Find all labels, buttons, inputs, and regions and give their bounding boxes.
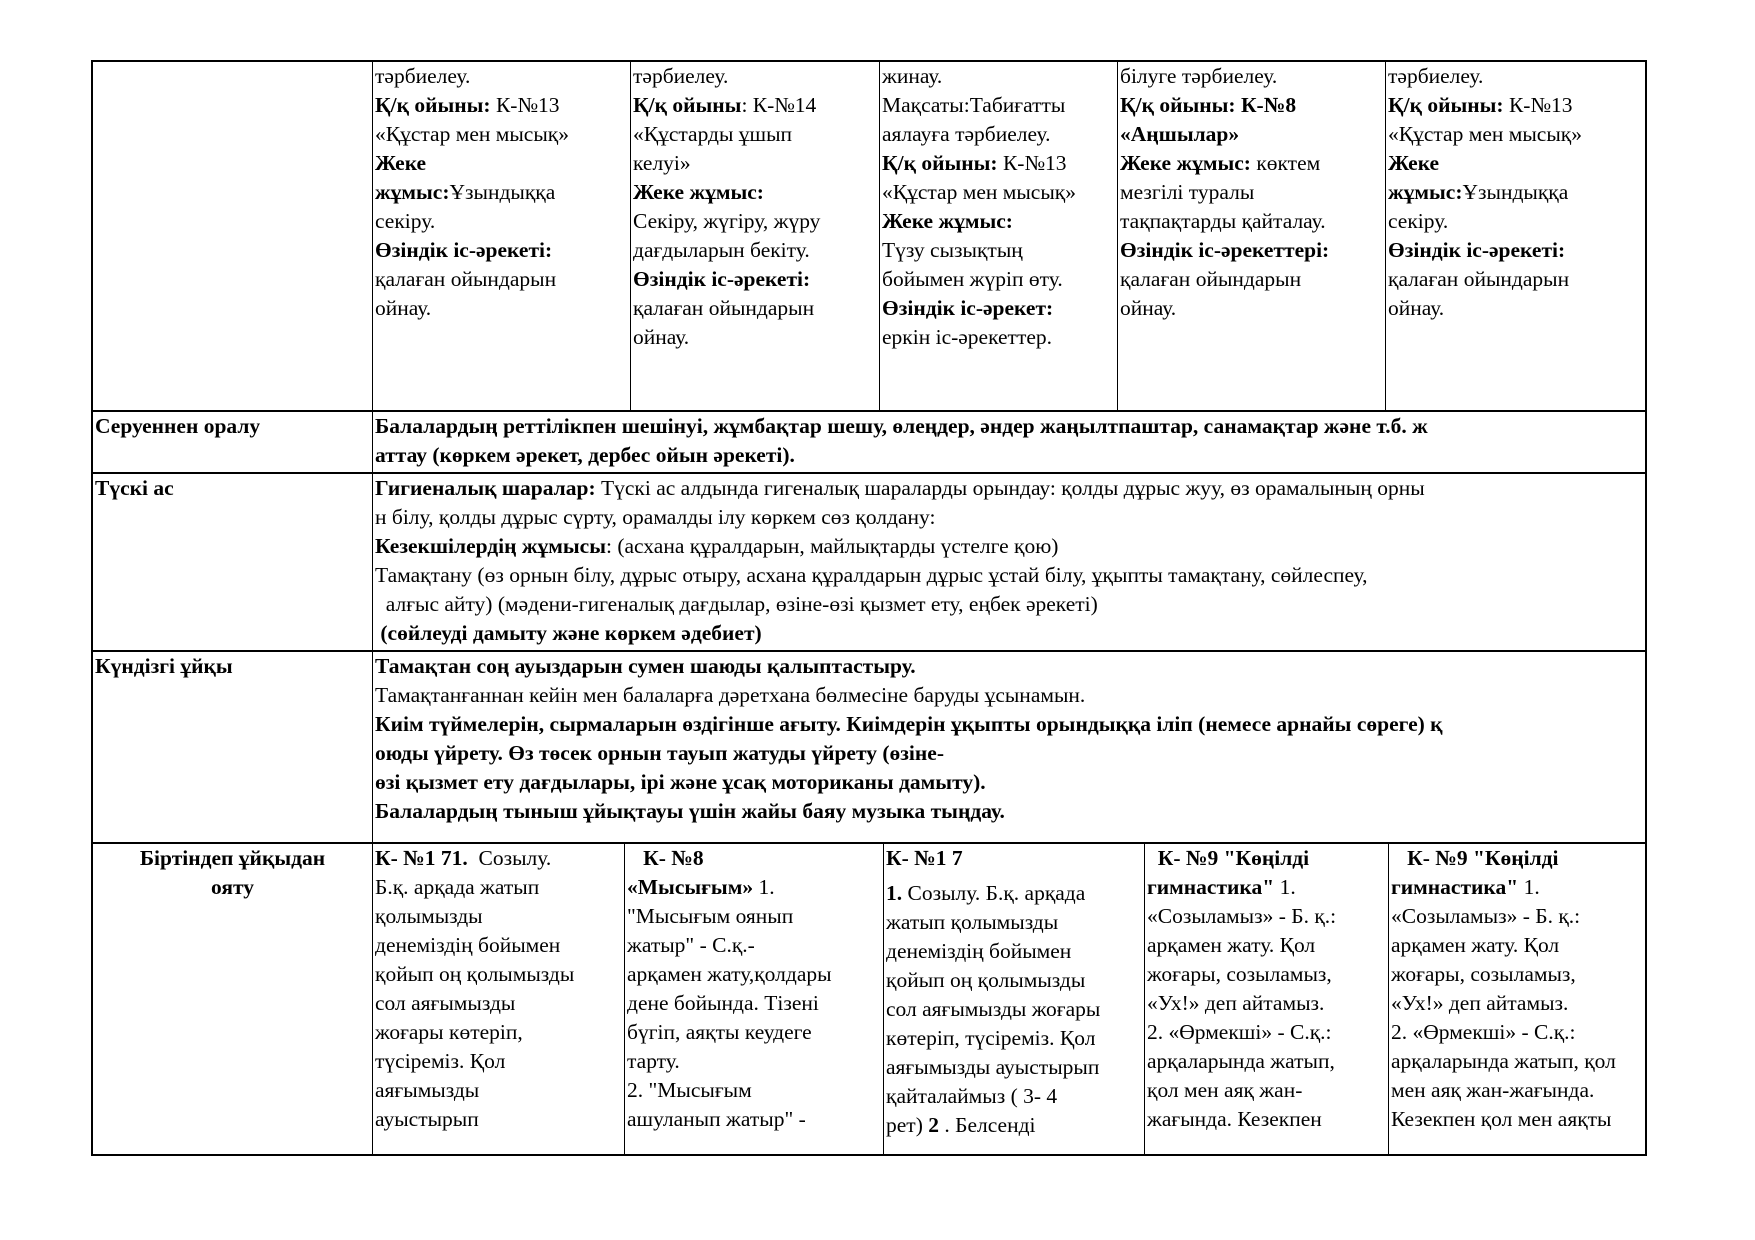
wakeup-label: Біртіндеп ұйқыдан ояту — [139, 846, 326, 899]
return-walk-content: Балалардың реттілікпен шешінуі, жұмбақтар шешу, өлеңдер, әндер жаңылтпаштар, санамақтар және т.б. ж аттау (көркем әрекет, дербес ойын әрекеті). — [372, 412, 1649, 472]
wakeup-cell-wed: К- №1 7 1. Созылу. Б.қ. арқада жатып қолымызды денеміздің бойымен қойып оң қолымызды сол аяғымызды жоғары көтеріп, түсіреміз. Қол аяғымызды ауыстырып қайталаймыз ( 3- 4 рет) 2 . Белсенді — [883, 844, 1144, 1154]
lunch-row — [91, 474, 1647, 652]
wakeup-cell-fri: К- №9 "Көңілді гимнастика" 1. «Созыламыз» - Б. қ.: арқамен жату. Қол жоғары, созыламыз, «Ух!» деп айтамыз. 2. «Өрмекші» - С.қ.: арқаларында жатып, қол мен аяқ жан-жағында. Кезекпен қол мен аяқты — [1388, 844, 1649, 1154]
wakeup-cell-mon: К- №1 71. Созылу. Б.қ. арқада жатып қолымызды денеміздің бойымен қойып оң қолымызды сол аяғымызды жоғары көтеріп, түсіреміз. Қол аяғымызды ауыстырып — [372, 844, 624, 1154]
wakeup-cell-tue: К- №8 «Мысығым» 1. "Мысығым оянып жатыр" - С.қ.- арқамен жату,қолдары дене бойында. Тізені бүгіп, аяқты кеудеге тарту. 2. "Мысығым ашуланып жатыр" - — [624, 844, 883, 1154]
nap-label: Күндізгі ұйқы — [95, 654, 233, 678]
wakeup-cell-thu: К- №9 "Көңілді гимнастика" 1. «Созыламыз» - Б. қ.: арқамен жату. Қол жоғары, созыламыз, «Ух!» деп айтамыз. 2. «Өрмекші» - С.қ.: арқаларында жатып, қол мен аяқ жан- жағында. Кезекпен — [1144, 844, 1388, 1154]
walk-cell-mon: тәрбиелеу. Қ/қ ойыны: К-№13 «Құстар мен мысық» Жеке жұмыс:Ұзындыққа секіру. Өзіндік іс-әрекеті: қалаған ойындарын ойнау. — [372, 62, 630, 410]
nap-content: Тамақтан соң ауыздарын сумен шаюды қалыптастыру. Тамақтанғаннан кейін мен балаларға дәретхана бөлмесіне баруды ұсынамын. Киім түймелерін, сырмаларын өздігінше ағыту. Киімдерін ұқыпты орындыққа іліп (немесе арнайы сөреге) қ оюды үйрету. Өз төсек орнын тауып жатуды үйрету (өзіне- өзі қызмет ету дағдылары, ірі және ұсақ моториканы дамыту). Балалардың тыныш ұйықтауы үшін жайы баяу музыка тыңдау. — [372, 652, 1649, 842]
return-walk-row — [91, 412, 1647, 474]
walk-cell-tue: тәрбиелеу. Қ/қ ойыны: К-№14 «Құстарды ұшып келуі» Жеке жұмыс: Секіру, жүгіру, жүру дағдыларын бекіту. Өзіндік іс-әрекеті: қалаған ойындарын ойнау. — [630, 62, 879, 410]
walk-activities-row — [91, 60, 1647, 412]
walk-cell-thu: білуге тәрбиелеу. Қ/қ ойыны: К-№8 «Аңшылар» Жеке жұмыс: көктем мезгілі туралы тақпақтарды қайталау. Өзіндік іс-әрекеттері: қалаған ойындарын ойнау. — [1117, 62, 1385, 410]
return-walk-label: Серуеннен оралу — [95, 414, 261, 438]
walk-label-cell — [93, 62, 372, 410]
lunch-label: Түскі ас — [95, 476, 174, 500]
nap-row — [91, 652, 1647, 844]
wakeup-row — [91, 844, 1647, 1156]
walk-cell-fri: тәрбиелеу. Қ/қ ойыны: К-№13 «Құстар мен мысық» Жеке жұмыс:Ұзындыққа секіру. Өзіндік іс-әрекеті: қалаған ойындарын ойнау. — [1385, 62, 1649, 410]
walk-cell-wed: жинау. Мақсаты:Табиғатты аялауға тәрбиелеу. Қ/қ ойыны: К-№13 «Құстар мен мысық» Жеке жұмыс: Түзу сызықтың бойымен жүріп өту. Өзіндік іс-әрекет: еркін іс-әрекеттер. — [879, 62, 1117, 410]
lunch-content: Гигиеналық шаралар: Түскі ас алдында гигеналық шараларды орындау: қолды дұрыс жуу, өз орамалының орны н білу, қолды дұрыс сүрту, орамалды ілу көркем сөз қолдану: Кезекшілердің жұмысы: (асхана құралдарын, майлықтарды үстелге қою) Тамақтану (өз орнын білу, дұрыс отыру, асхана құралдарын дұрыс ұстай білу, ұқыпты тамақтану, сөйлеспеу, алғыс айту) (мәдени-гигеналық дағдылар, өзіне-өзі қызмет ету, еңбек әрекеті) (сөйлеуді дамыту және көркем әдебиет) — [372, 474, 1649, 650]
